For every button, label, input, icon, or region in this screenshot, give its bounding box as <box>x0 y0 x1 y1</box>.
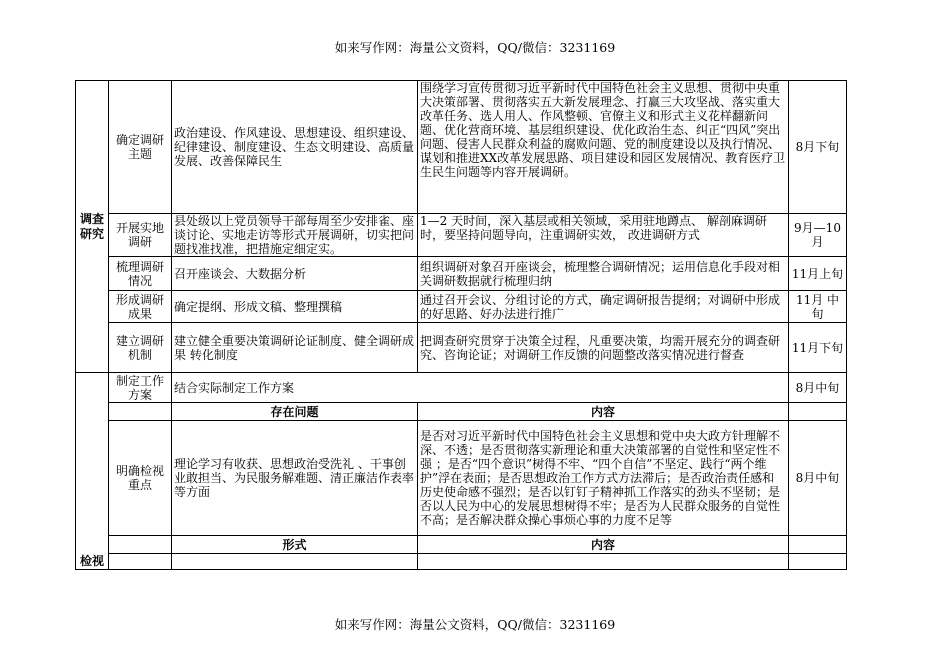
form-cell: 政治建设、作风建设、思想建设、组织建设、纪律建设、制度建设、生态文明建设、高质量发展、改善保障民生 <box>172 81 418 214</box>
form-cell: 县处级以上党员领导干部每周至少安排雀、座谈讨论、实地走访等形式开展调研，切实把问题找准找准，把措施定细定实。 <box>172 214 418 257</box>
content-cell: 把调查研究贯穿于决策全过程，凡重要决策，均需开展充分的调查研究、咨询论证；对调研工作反馈的问题整改落实情况进行督查 <box>418 323 789 373</box>
content-cell: 围绕学习宣传贯彻习近平新时代中国特色社会主义思想、贯彻中央重大决策部署、贯彻落实五大新发展理念、打赢三大攻坚战、落实重大改革任务、选人用人、作风整顿、官僚主义和形式主义花样翻新问题、优化营商环境、基层组织建设、优化政治生态、纠正“四风”突出问题、侵害人民群众利益的腐败问题、党的制度建设以及执行情况、谋划和推进XX改革发展思路、项目建设和园区发展情况、教育医疗卫生民生问题等内容开展调研。 <box>418 81 789 214</box>
time-cell: 9月—10月 <box>789 214 847 257</box>
table-row <box>76 554 847 570</box>
table-row <box>76 323 847 373</box>
step-cell: 确定调研主题 <box>109 81 172 214</box>
table-row <box>76 403 847 421</box>
time-cell: 11月下旬 <box>789 323 847 373</box>
time-cell: 8月下旬 <box>789 81 847 214</box>
form-cell: 结合实际制定工作方案 <box>172 373 789 403</box>
time-cell: 8月中旬 <box>789 373 847 403</box>
step-cell: 形成调研成果 <box>109 291 172 323</box>
section-research-label: 调查研究 <box>76 81 109 373</box>
step-cell: 制定工作方案 <box>109 373 172 403</box>
column-header-content: 内容 <box>418 403 789 421</box>
step-cell: 梳理调研情况 <box>109 257 172 291</box>
table-row <box>76 214 847 257</box>
column-header-issues: 存在问题 <box>172 403 418 421</box>
table-row <box>76 291 847 323</box>
content-cell: 组织调研对象召开座谈会，梳理整合调研情况；运用信息化手段对相关调研数据就行梳理归纳 <box>418 257 789 291</box>
table-row <box>76 421 847 536</box>
column-header-content: 内容 <box>418 536 789 554</box>
page-footer-watermark: 如来写作网：海量公文资料，QQ/微信：3231169 <box>334 617 616 632</box>
work-plan-table <box>75 80 847 570</box>
time-cell: 11月上旬 <box>789 257 847 291</box>
step-cell: 建立调研机制 <box>109 323 172 373</box>
content-cell: 是否对习近平新时代中国特色社会主义思想和党中央大政方针理解不深、不透；是否贯彻落实新理论和重大决策部署的自觉性和坚定性不强 ；是否“四个意识”树得不牢、“四个自信”不坚定、践行“两个维护”浮在表面；是否思想政治工作方式方法滞后；是否政治责任感和历史使命感不强烈；是否以钉钉子精神抓工作落实的劲头不坚韧；是否以人民为中心的发展思想树得不牢；是否为人民群众服务的自觉性不高；是否解决群众操心事烦心事的力度不足等 <box>418 421 789 536</box>
table-row <box>76 373 847 403</box>
time-cell: 11月 中旬 <box>789 291 847 323</box>
form-cell: 理论学习有收获、思想政治受洗礼 、干事创业敢担当、为民服务解难题、清正廉洁作表率等方面 <box>172 421 418 536</box>
content-cell: 1—2 天时间，深入基层或相关领域，采用驻地蹲点、 解剖麻调研时，要坚持问题导向，注重调研实效， 改进调研方式 <box>418 214 789 257</box>
step-cell: 明确检视重点 <box>109 421 172 536</box>
form-cell: 确定提纲、形成文稿、整理撰稿 <box>172 291 418 323</box>
column-header-form: 形式 <box>172 536 418 554</box>
table-row <box>76 81 847 214</box>
content-cell: 通过召开会议、分组讨论的方式，确定调研报告提纲；对调研中形成的好思路、好办法进行推广 <box>418 291 789 323</box>
form-cell: 召开座谈会、大数据分析 <box>172 257 418 291</box>
time-cell: 8月中旬 <box>789 421 847 536</box>
table-row <box>76 536 847 554</box>
page-header-watermark: 如来写作网：海量公文资料，QQ/微信：3231169 <box>334 40 616 55</box>
form-cell: 建立健全重要决策调研论证制度、健全调研成果 转化制度 <box>172 323 418 373</box>
step-cell: 开展实地调研 <box>109 214 172 257</box>
section-review-label: 检视 <box>76 373 109 570</box>
table-row <box>76 257 847 291</box>
